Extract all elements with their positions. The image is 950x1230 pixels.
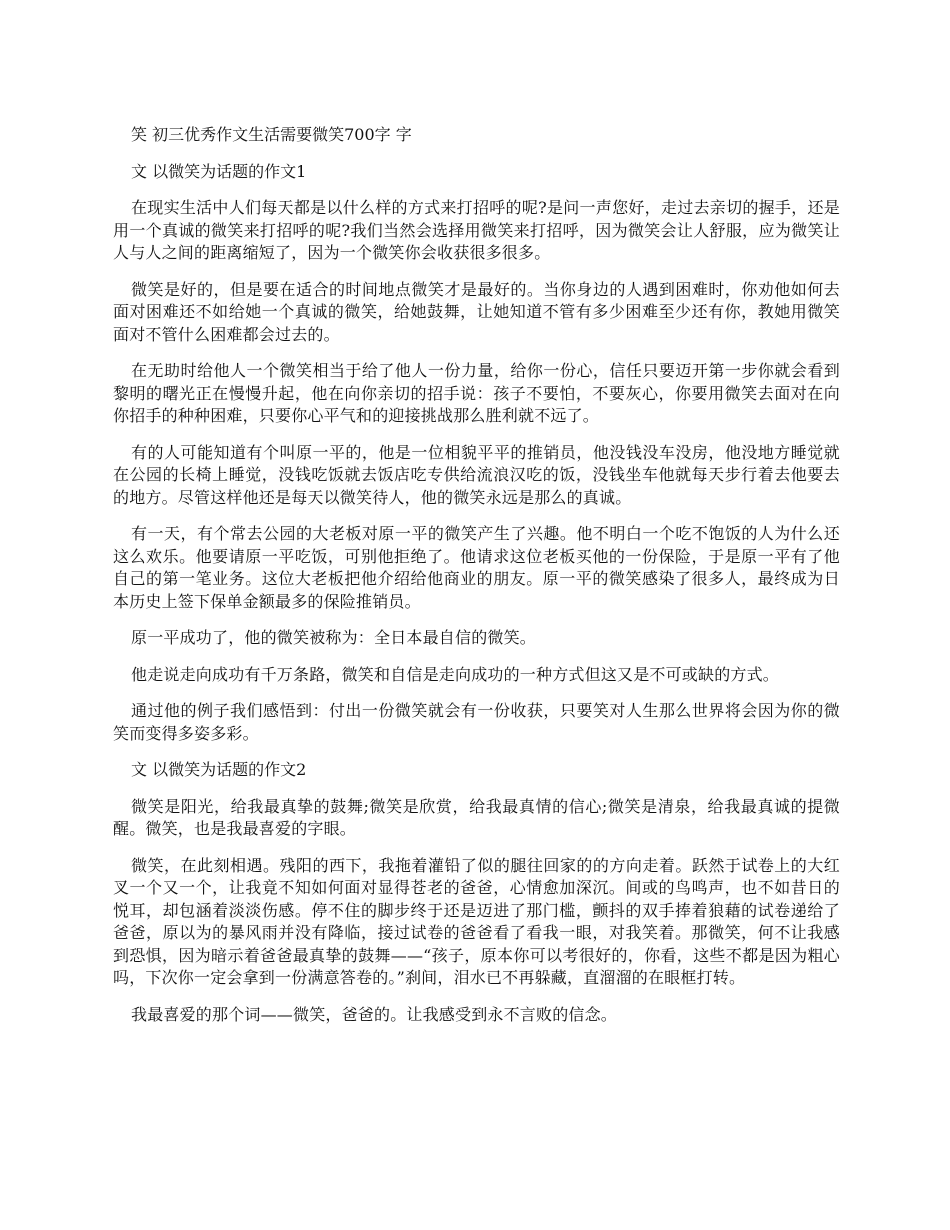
essay1-paragraph: 有一天，有个常去公园的大老板对原一平的微笑产生了兴趣。他不明白一个吃不饱饭的人为什么还这么欢乐。他要请原一平吃饭，可别他拒绝了。他请求这位老板买他的一份保险，于是原一平有了他自己的第一笔业务。这位大老板把他介绍给他商业的朋友。原一平的微笑感染了很多人，最终成为日本历史上签下保单金额最多的保险推销员。 xyxy=(113,524,840,611)
essay1-paragraph: 微笑是好的，但是要在适合的时间地点微笑才是最好的。当你身边的人遇到困难时，你劝他如何去面对困难还不如给她一个真诚的微笑，给她鼓舞，让她知道不管有多少困难至少还有你，教她用微笑面对不管什么困难都会过去的。 xyxy=(113,279,840,344)
essay1-paragraph: 在无助时给他人一个微笑相当于给了他人一份力量，给你一份心，信任只要迈开第一步你就会看到黎明的曙光正在慢慢升起，他在向你亲切的招手说：孩子不要怕，不要灰心，你要用微笑去面对在向你招手的种种困难，只要你心平气和的迎接挑战那么胜利就不远了。 xyxy=(113,361,840,425)
document-title: 笑 初三优秀作文生活需要微笑700字 字 xyxy=(131,125,412,144)
essay1-heading: 文 以微笑为话题的作文1 xyxy=(131,161,307,181)
essay2-paragraph: 我最喜爱的那个词——微笑，爸爸的。让我感受到永不言败的信念。 xyxy=(131,1004,618,1024)
essay1-paragraph: 他走说走向成功有千万条路，微笑和自信是走向成功的一种方式但这又是不可或缺的方式。 xyxy=(131,664,780,684)
document-body xyxy=(113,124,840,1040)
essay1-paragraph: 有的人可能知道有个叫原一平的，他是一位相貌平平的推销员，他没钱没车没房，他没地方睡觉就在公园的长椅上睡觉，没钱吃饭就去饭店吃专供给流浪汉吃的饭，没钱坐车他就每天步行着去他要去的地方。尽管这样他还是每天以微笑待人，他的微笑永远是那么的真诚。 xyxy=(113,442,840,507)
essay2-paragraph: 微笑是阳光，给我最真挚的鼓舞;微笑是欣赏，给我最真情的信心;微笑是清泉，给我最真诚的提微醒。微笑，也是我最喜爱的字眼。 xyxy=(113,796,840,838)
essay1-paragraph: 通过他的例子我们感悟到：付出一份微笑就会有一份收获，只要笑对人生那么世界将会因为你的微笑而变得多姿多彩。 xyxy=(113,701,840,743)
essay2-heading: 文 以微笑为话题的作文2 xyxy=(131,760,307,779)
essay1-paragraph: 原一平成功了，他的微笑被称为：全日本最自信的微笑。 xyxy=(131,628,537,647)
essay1-paragraph: 在现实生活中人们每天都是以什么样的方式来打招呼的呢?是问一声您好，走过去亲切的握手，还是用一个真诚的微笑来打招呼的呢?我们当然会选择用微笑来打招呼，因为微笑会让人舒服，应为微笑让人与人之间的距离缩短了，因为一个微笑你会收获很多很多。 xyxy=(113,198,840,262)
essay2-paragraph: 微笑，在此刻相遇。残阳的西下，我拖着灌铅了似的腿往回家的的方向走着。跃然于试卷上的大红叉一个又一个，让我竟不知如何面对显得苍老的爸爸，心情愈加深沉。间或的鸟鸣声，也不如昔日的悦耳，却包涵着淡淡伤感。停不住的脚步终于还是迈进了那门槛，颤抖的双手捧着狼藉的试卷递给了爸爸，原以为的暴风雨并没有降临，接过试卷的爸爸看了看我一眼，对我笑着。那微笑，何不让我感到恐惧，因为暗示着爸爸最真挚的鼓舞——“孩子，原本你可以考很好的，你看，这些不都是因为粗心吗，下次你一定会拿到一份满意答卷的。”刹间，泪水已不再躲藏，直溜溜的在眼框打转。 xyxy=(113,855,840,987)
